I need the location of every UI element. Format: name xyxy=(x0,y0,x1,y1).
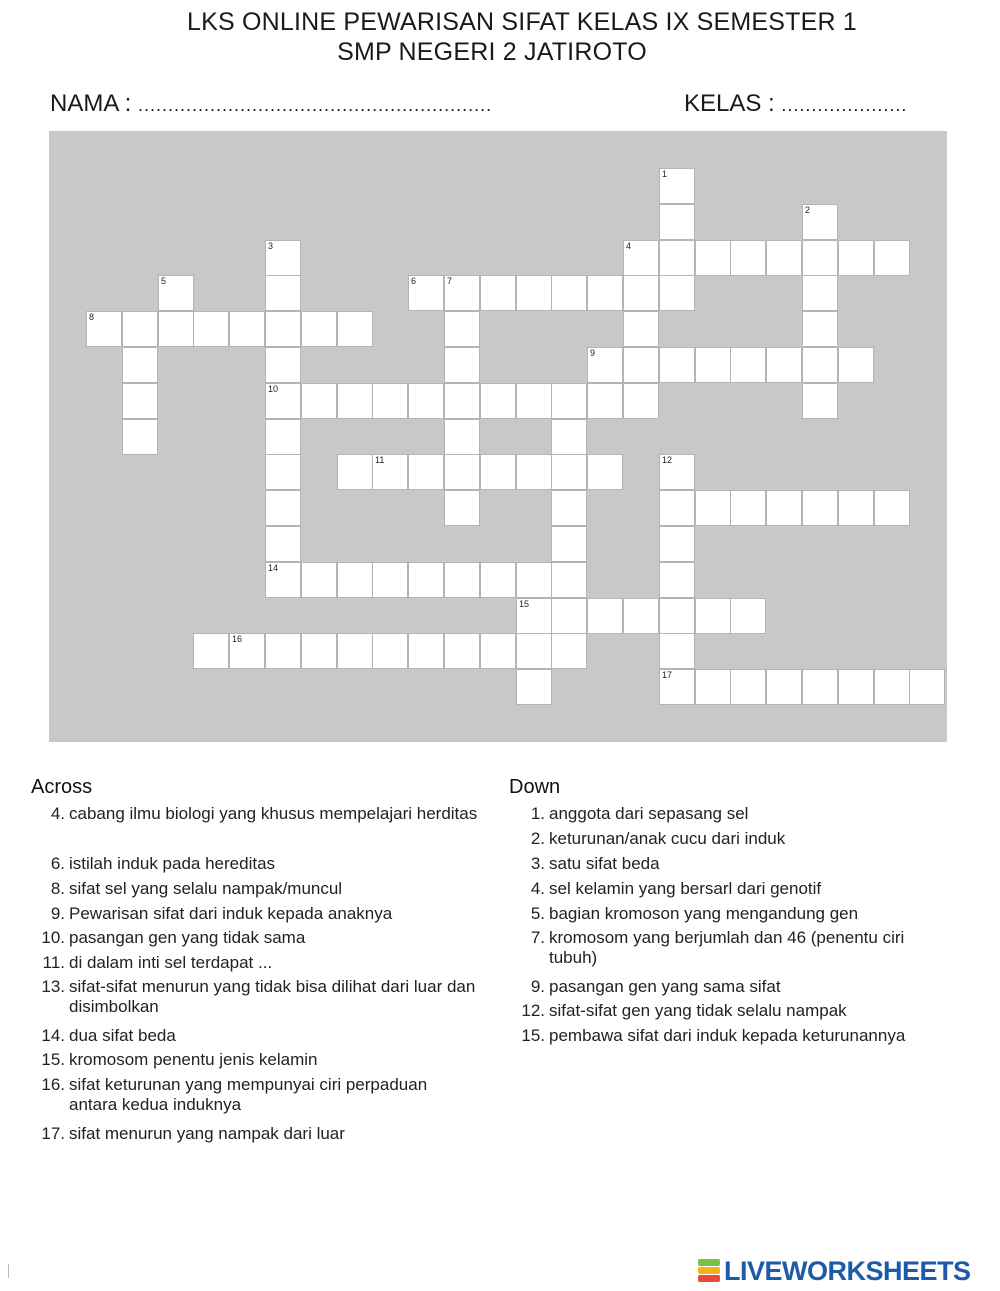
grid-cell-input[interactable] xyxy=(875,670,909,704)
grid-cell[interactable] xyxy=(659,490,695,526)
grid-cell[interactable] xyxy=(337,383,373,419)
grid-cell[interactable] xyxy=(551,562,587,598)
grid-cell-input[interactable] xyxy=(445,348,479,382)
clue-number: 7 xyxy=(447,276,453,286)
grid-cell[interactable] xyxy=(444,311,480,347)
grid-cell[interactable] xyxy=(444,454,480,490)
grid-cell[interactable] xyxy=(301,383,337,419)
grid-cell-input[interactable] xyxy=(731,599,765,633)
grid-cell-input[interactable] xyxy=(517,599,551,633)
grid-cell[interactable] xyxy=(122,311,158,347)
grid-cell-input[interactable] xyxy=(588,599,622,633)
grid-cell-input[interactable] xyxy=(266,312,300,346)
grid-cell[interactable] xyxy=(372,562,408,598)
grid-cell-input[interactable] xyxy=(302,384,336,418)
grid-cell-input[interactable] xyxy=(552,634,586,668)
grid-cell[interactable] xyxy=(659,669,695,705)
clue-number: 2 xyxy=(805,205,811,215)
grid-cell-input[interactable] xyxy=(409,276,443,310)
grid-cell-input[interactable] xyxy=(660,527,694,561)
grid-cell-input[interactable] xyxy=(803,312,837,346)
grid-cell[interactable] xyxy=(516,454,552,490)
grid-cell-input[interactable] xyxy=(373,634,407,668)
grid-cell[interactable] xyxy=(265,383,301,419)
grid-cell[interactable] xyxy=(874,240,910,276)
grid-cell-input[interactable] xyxy=(266,634,300,668)
grid-cell-input[interactable] xyxy=(803,241,837,275)
grid-cell-input[interactable] xyxy=(839,491,873,525)
grid-cell[interactable] xyxy=(480,383,516,419)
grid-cell[interactable] xyxy=(480,454,516,490)
class-field[interactable] xyxy=(684,90,907,118)
grid-cell[interactable] xyxy=(158,275,194,311)
clue-number: 14 xyxy=(268,563,279,573)
grid-cell-input[interactable] xyxy=(445,312,479,346)
grid-cell[interactable] xyxy=(229,633,265,669)
grid-cell-input[interactable] xyxy=(803,205,837,239)
grid-cell-input[interactable] xyxy=(552,276,586,310)
grid-cell[interactable] xyxy=(265,311,301,347)
grid-cell-input[interactable] xyxy=(552,420,586,454)
grid-cell-input[interactable] xyxy=(445,634,479,668)
crossword-grid xyxy=(49,131,947,742)
grid-cell[interactable] xyxy=(86,311,122,347)
grid-cell[interactable] xyxy=(659,168,695,204)
grid-cell[interactable] xyxy=(516,669,552,705)
school-name: SMP NEGERI 2 JATIROTO xyxy=(337,38,647,66)
grid-cell[interactable] xyxy=(695,669,731,705)
grid-cell-input[interactable] xyxy=(481,455,515,489)
grid-cell-input[interactable] xyxy=(588,384,622,418)
grid-cell-input[interactable] xyxy=(660,491,694,525)
grid-cell-input[interactable] xyxy=(624,348,658,382)
grid-cell-input[interactable] xyxy=(123,420,157,454)
grid-cell[interactable] xyxy=(193,633,229,669)
grid-cell-input[interactable] xyxy=(194,634,228,668)
grid-cell[interactable] xyxy=(766,669,802,705)
grid-cell[interactable] xyxy=(730,598,766,634)
clue-number: 5 xyxy=(161,276,167,286)
grid-cell[interactable] xyxy=(480,562,516,598)
grid-cell[interactable] xyxy=(337,562,373,598)
grid-cell[interactable] xyxy=(695,347,731,383)
grid-cell-input[interactable] xyxy=(660,348,694,382)
clue-number: 6 xyxy=(411,276,417,286)
grid-cell-input[interactable] xyxy=(230,312,264,346)
grid-cell[interactable] xyxy=(265,347,301,383)
grid-cell-input[interactable] xyxy=(696,348,730,382)
grid-cell-input[interactable] xyxy=(588,348,622,382)
grid-cell[interactable] xyxy=(229,311,265,347)
grid-cell-input[interactable] xyxy=(481,384,515,418)
grid-cell[interactable] xyxy=(372,383,408,419)
grid-cell[interactable] xyxy=(587,275,623,311)
grid-cell[interactable] xyxy=(730,240,766,276)
across-heading: Across xyxy=(31,776,93,798)
grid-cell-input[interactable] xyxy=(87,312,121,346)
grid-cell[interactable] xyxy=(659,240,695,276)
grid-cell-input[interactable] xyxy=(624,599,658,633)
grid-cell[interactable] xyxy=(695,240,731,276)
grid-cell[interactable] xyxy=(337,633,373,669)
grid-cell[interactable] xyxy=(551,419,587,455)
grid-cell[interactable] xyxy=(265,490,301,526)
grid-cell-input[interactable] xyxy=(517,634,551,668)
grid-cell[interactable] xyxy=(265,240,301,276)
grid-cell[interactable] xyxy=(444,562,480,598)
grid-cell-input[interactable] xyxy=(660,599,694,633)
grid-cell[interactable] xyxy=(265,633,301,669)
grid-cell-input[interactable] xyxy=(373,563,407,597)
grid-cell[interactable] xyxy=(516,633,552,669)
grid-cell-input[interactable] xyxy=(266,276,300,310)
grid-cell[interactable] xyxy=(301,633,337,669)
grid-cell[interactable] xyxy=(874,669,910,705)
grid-cell-input[interactable] xyxy=(803,491,837,525)
grid-cell-input[interactable] xyxy=(517,455,551,489)
grid-cell-input[interactable] xyxy=(696,491,730,525)
grid-cell[interactable] xyxy=(265,454,301,490)
grid-cell-input[interactable] xyxy=(910,670,944,704)
grid-cell-input[interactable] xyxy=(445,491,479,525)
grid-cell-input[interactable] xyxy=(696,670,730,704)
grid-cell[interactable] xyxy=(802,275,838,311)
grid-cell-input[interactable] xyxy=(338,634,372,668)
grid-cell[interactable] xyxy=(766,347,802,383)
grid-cell-input[interactable] xyxy=(409,563,443,597)
grid-cell[interactable] xyxy=(408,454,444,490)
grid-cell[interactable] xyxy=(551,454,587,490)
grid-cell[interactable] xyxy=(802,490,838,526)
grid-cell-input[interactable] xyxy=(445,384,479,418)
grid-cell[interactable] xyxy=(265,526,301,562)
grid-cell[interactable] xyxy=(623,598,659,634)
grid-cell[interactable] xyxy=(408,633,444,669)
grid-cell-input[interactable] xyxy=(552,384,586,418)
grid-cell[interactable] xyxy=(587,454,623,490)
grid-cell[interactable] xyxy=(551,633,587,669)
grid-cell-input[interactable] xyxy=(803,276,837,310)
grid-cell-input[interactable] xyxy=(266,420,300,454)
grid-cell[interactable] xyxy=(480,275,516,311)
grid-cell-input[interactable] xyxy=(373,455,407,489)
clue-number: 10 xyxy=(268,384,279,394)
grid-cell[interactable] xyxy=(802,383,838,419)
grid-cell-input[interactable] xyxy=(266,563,300,597)
grid-cell[interactable] xyxy=(623,275,659,311)
grid-cell-input[interactable] xyxy=(159,312,193,346)
grid-cell-input[interactable] xyxy=(194,312,228,346)
grid-cell[interactable] xyxy=(516,598,552,634)
grid-cell[interactable] xyxy=(838,347,874,383)
grid-cell-input[interactable] xyxy=(302,312,336,346)
grid-cell-input[interactable] xyxy=(302,563,336,597)
grid-cell-input[interactable] xyxy=(839,670,873,704)
grid-cell[interactable] xyxy=(802,311,838,347)
grid-cell[interactable] xyxy=(587,383,623,419)
grid-cell[interactable] xyxy=(265,562,301,598)
grid-cell[interactable] xyxy=(551,490,587,526)
grid-cell[interactable] xyxy=(408,383,444,419)
grid-cell-input[interactable] xyxy=(409,384,443,418)
grid-cell[interactable] xyxy=(265,275,301,311)
grid-cell-input[interactable] xyxy=(159,276,193,310)
grid-cell-input[interactable] xyxy=(731,241,765,275)
grid-cell-input[interactable] xyxy=(803,348,837,382)
grid-cell[interactable] xyxy=(730,347,766,383)
logo-icon xyxy=(698,1259,720,1283)
grid-cell-input[interactable] xyxy=(624,312,658,346)
grid-cell-input[interactable] xyxy=(552,491,586,525)
grid-cell[interactable] xyxy=(909,669,945,705)
grid-cell[interactable] xyxy=(802,669,838,705)
grid-cell-input[interactable] xyxy=(481,563,515,597)
grid-cell[interactable] xyxy=(659,633,695,669)
grid-cell[interactable] xyxy=(337,454,373,490)
grid-cell-input[interactable] xyxy=(731,670,765,704)
grid-cell[interactable] xyxy=(659,275,695,311)
name-dots: ........................................................... xyxy=(138,95,493,115)
grid-cell[interactable] xyxy=(587,598,623,634)
grid-cell-input[interactable] xyxy=(660,563,694,597)
grid-cell-input[interactable] xyxy=(481,634,515,668)
down-heading: Down xyxy=(509,776,561,798)
logo-wordmark: LIVEWORKSHEETS xyxy=(724,1256,971,1286)
name-label: NAMA : xyxy=(50,90,132,117)
grid-cell[interactable] xyxy=(265,419,301,455)
grid-cell[interactable] xyxy=(158,311,194,347)
grid-cell-input[interactable] xyxy=(517,563,551,597)
clue-number: 16 xyxy=(232,634,243,644)
grid-cell[interactable] xyxy=(659,454,695,490)
grid-cell[interactable] xyxy=(408,275,444,311)
grid-cell-input[interactable] xyxy=(875,491,909,525)
grid-cell[interactable] xyxy=(551,383,587,419)
clue-number: 17 xyxy=(662,670,673,680)
grid-cell-input[interactable] xyxy=(123,312,157,346)
grid-cell-input[interactable] xyxy=(552,599,586,633)
grid-cell-input[interactable] xyxy=(552,563,586,597)
grid-cell[interactable] xyxy=(766,490,802,526)
grid-cell-input[interactable] xyxy=(409,455,443,489)
grid-cell[interactable] xyxy=(874,490,910,526)
grid-cell[interactable] xyxy=(838,240,874,276)
grid-cell[interactable] xyxy=(301,562,337,598)
grid-cell-input[interactable] xyxy=(266,348,300,382)
clue-number: 9 xyxy=(590,348,596,358)
grid-cell-input[interactable] xyxy=(839,241,873,275)
grid-cell-input[interactable] xyxy=(338,455,372,489)
grid-cell[interactable] xyxy=(838,669,874,705)
grid-cell-input[interactable] xyxy=(875,241,909,275)
grid-cell[interactable] xyxy=(730,669,766,705)
grid-cell[interactable] xyxy=(122,383,158,419)
grid-cell[interactable] xyxy=(659,598,695,634)
grid-cell[interactable] xyxy=(372,633,408,669)
grid-cell[interactable] xyxy=(551,275,587,311)
grid-cell-input[interactable] xyxy=(338,563,372,597)
grid-cell-input[interactable] xyxy=(123,384,157,418)
grid-cell-input[interactable] xyxy=(731,348,765,382)
grid-cell-input[interactable] xyxy=(696,599,730,633)
grid-cell-input[interactable] xyxy=(660,276,694,310)
grid-cell[interactable] xyxy=(301,311,337,347)
logo-bar-1 xyxy=(698,1259,720,1266)
grid-cell-input[interactable] xyxy=(588,455,622,489)
grid-cell[interactable] xyxy=(659,347,695,383)
grid-cell-input[interactable] xyxy=(552,527,586,561)
clue-number: 11 xyxy=(375,455,385,465)
grid-cell-input[interactable] xyxy=(696,241,730,275)
clue-number: 12 xyxy=(662,455,673,465)
grid-cell[interactable] xyxy=(516,562,552,598)
grid-cell[interactable] xyxy=(623,311,659,347)
grid-cell-input[interactable] xyxy=(660,634,694,668)
clue-number: 4 xyxy=(626,241,632,251)
clue-number: 1 xyxy=(662,169,668,179)
grid-cell-input[interactable] xyxy=(660,169,694,203)
grid-cell[interactable] xyxy=(122,419,158,455)
clue-number: 8 xyxy=(89,312,95,322)
grid-cell-input[interactable] xyxy=(123,348,157,382)
grid-cell[interactable] xyxy=(659,204,695,240)
grid-cell[interactable] xyxy=(372,454,408,490)
grid-cell[interactable] xyxy=(516,383,552,419)
grid-cell-input[interactable] xyxy=(266,527,300,561)
grid-cell-input[interactable] xyxy=(588,276,622,310)
grid-cell-input[interactable] xyxy=(660,455,694,489)
grid-cell-input[interactable] xyxy=(767,491,801,525)
grid-cell[interactable] xyxy=(802,240,838,276)
grid-cell-input[interactable] xyxy=(624,241,658,275)
class-dots: ..................... xyxy=(781,95,908,115)
grid-cell-input[interactable] xyxy=(552,455,586,489)
name-field[interactable] xyxy=(50,90,492,118)
grid-cell-input[interactable] xyxy=(624,276,658,310)
grid-cell[interactable] xyxy=(623,347,659,383)
grid-cell-input[interactable] xyxy=(302,634,336,668)
grid-cell-input[interactable] xyxy=(338,384,372,418)
grid-cell-input[interactable] xyxy=(767,241,801,275)
grid-cell[interactable] xyxy=(193,311,229,347)
grid-cell-input[interactable] xyxy=(230,634,264,668)
grid-cell-input[interactable] xyxy=(266,491,300,525)
clue-number: 3 xyxy=(268,241,274,251)
grid-cell-input[interactable] xyxy=(266,455,300,489)
grid-cell[interactable] xyxy=(766,240,802,276)
grid-cell[interactable] xyxy=(444,419,480,455)
grid-cell[interactable] xyxy=(337,311,373,347)
grid-cell-input[interactable] xyxy=(373,384,407,418)
grid-cell-input[interactable] xyxy=(338,312,372,346)
grid-cell-input[interactable] xyxy=(445,563,479,597)
grid-cell-input[interactable] xyxy=(660,205,694,239)
grid-cell-input[interactable] xyxy=(266,384,300,418)
grid-cell-input[interactable] xyxy=(517,670,551,704)
grid-cell[interactable] xyxy=(444,490,480,526)
grid-cell[interactable] xyxy=(659,562,695,598)
grid-cell[interactable] xyxy=(659,526,695,562)
grid-cell[interactable] xyxy=(730,490,766,526)
grid-cell[interactable] xyxy=(551,598,587,634)
grid-cell[interactable] xyxy=(802,204,838,240)
grid-cell[interactable] xyxy=(623,383,659,419)
grid-cell-input[interactable] xyxy=(624,384,658,418)
logo-bar-3 xyxy=(698,1275,720,1282)
grid-cell[interactable] xyxy=(480,633,516,669)
logo-bar-2 xyxy=(698,1267,720,1274)
grid-cell-input[interactable] xyxy=(660,241,694,275)
clue-number: 15 xyxy=(519,599,530,609)
grid-cell[interactable] xyxy=(408,562,444,598)
grid-cell-input[interactable] xyxy=(409,634,443,668)
grid-cell[interactable] xyxy=(695,490,731,526)
grid-cell-input[interactable] xyxy=(445,455,479,489)
grid-cell[interactable] xyxy=(516,275,552,311)
grid-cell[interactable] xyxy=(444,633,480,669)
grid-cell[interactable] xyxy=(695,598,731,634)
grid-cell[interactable] xyxy=(444,383,480,419)
grid-cell[interactable] xyxy=(444,347,480,383)
grid-cell-input[interactable] xyxy=(803,384,837,418)
page-edge-mark xyxy=(8,1264,9,1278)
grid-cell-input[interactable] xyxy=(839,348,873,382)
worksheet-title: LKS ONLINE PEWARISAN SIFAT KELAS IX SEMESTER 1 xyxy=(186,8,858,36)
class-label: KELAS : xyxy=(684,90,775,117)
grid-cell-input[interactable] xyxy=(767,348,801,382)
grid-cell-input[interactable] xyxy=(660,670,694,704)
grid-cell-input[interactable] xyxy=(266,241,300,275)
grid-cell[interactable] xyxy=(551,526,587,562)
grid-cell[interactable] xyxy=(802,347,838,383)
grid-cell-input[interactable] xyxy=(481,276,515,310)
grid-cell[interactable] xyxy=(122,347,158,383)
grid-cell[interactable] xyxy=(623,240,659,276)
grid-cell[interactable] xyxy=(838,490,874,526)
grid-cell-input[interactable] xyxy=(517,276,551,310)
grid-cell-input[interactable] xyxy=(767,670,801,704)
grid-cell[interactable] xyxy=(587,347,623,383)
grid-cell-input[interactable] xyxy=(803,670,837,704)
grid-cell-input[interactable] xyxy=(445,420,479,454)
grid-cell-input[interactable] xyxy=(731,491,765,525)
grid-cell[interactable] xyxy=(444,275,480,311)
grid-cell-input[interactable] xyxy=(445,276,479,310)
grid-cell-input[interactable] xyxy=(517,384,551,418)
